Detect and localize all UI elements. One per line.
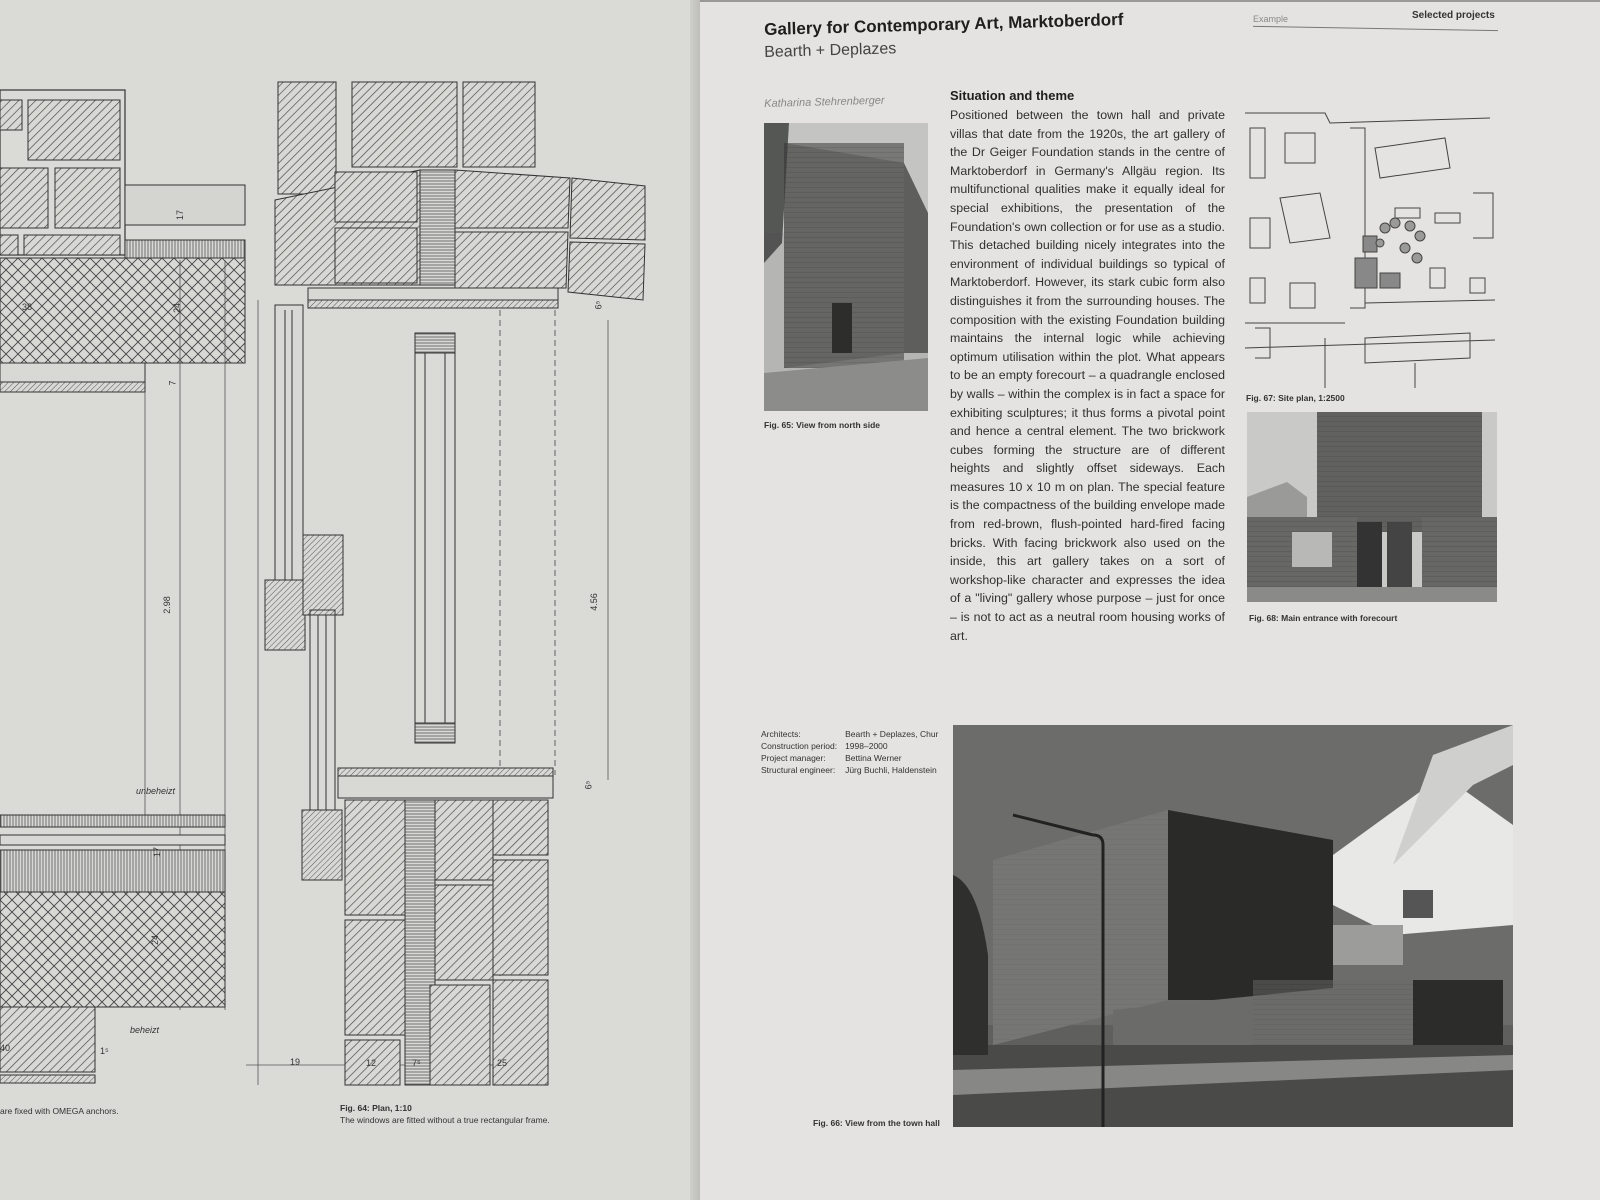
dim-17-bottom: 17 bbox=[152, 846, 163, 858]
dim-298: 2.98 bbox=[161, 596, 172, 614]
header-selected-projects: Selected projects bbox=[1412, 10, 1495, 21]
dim-6-top: 6⁵ bbox=[593, 300, 604, 310]
dim-25: 25 bbox=[497, 1058, 508, 1068]
dim-12: 12 bbox=[366, 1058, 377, 1068]
fig68-photo bbox=[1247, 412, 1497, 602]
fig65-caption: Fig. 65: View from north side bbox=[764, 420, 881, 430]
credit-label-engineer: Structural engineer: bbox=[761, 765, 836, 775]
article-title: Gallery for Contemporary Art, Marktoberdorf bbox=[764, 9, 1124, 39]
credit-value-engineer: Jürg Buchli, Haldenstein bbox=[845, 765, 937, 775]
dim-24-top: 24 bbox=[172, 302, 183, 314]
label-beheizt: beheizt bbox=[130, 1025, 160, 1035]
dim-24-bottom: 24 bbox=[150, 934, 161, 946]
dim-17-top: 17 bbox=[175, 209, 186, 221]
credit-value-architects: Bearth + Deplazes, Chur bbox=[845, 729, 939, 739]
credit-value-construction: 1998–2000 bbox=[845, 741, 888, 751]
credit-value-manager: Bettina Werner bbox=[845, 753, 902, 763]
article-architects-line: Bearth + Deplazes bbox=[764, 40, 897, 61]
credit-label-construction: Construction period: bbox=[761, 741, 838, 751]
header-example: Example bbox=[1253, 14, 1289, 24]
left-caption-fragment: are fixed with OMEGA anchors. bbox=[0, 1106, 119, 1116]
site-plan-drawing bbox=[1245, 108, 1495, 388]
fig68-caption: Fig. 68: Main entrance with forecourt bbox=[1249, 613, 1398, 623]
article-body: Positioned between the town hall and private villas that date from the 1920s, the art gallery of the Dr Geiger Foundation stands in the centre of Marktoberdorf in Germany's Allgäu region. Its multifunctional qualities make it equally ideal for special exhibitions, the presentation of the Foundation's own collection or for use as a studio. This detached building nicely integrates into the environment of individual buildings so typical of Marktoberdorf. However, its stark cubic form also distinguishes it from the surrounding houses. The composition with the existing Foundation building maintains the internal logic while achieving optimum utilisation within the plot. What appears to be an empty forecourt – a quadrangle enclosed by walls – within the complex is in fact a space for exhibiting sculptures; it thus forms a pivotal point and hence a central element. The two brickwork cubes forming the structure are of different heights and slightly offset sideways. Each measures 10 x 10 m on plan. The special feature is the compactness of the building envelope made from red-brown, flush-pointed hard-fired facing bricks. With facing brickwork also used on the inside, this art gallery takes on a sort of workshop-like character and expresses the idea of a "living" gallery whose purpose – just for once – is not to act as a neutral room housing works of art. bbox=[950, 108, 1225, 643]
label-unbeheizt: unbeheizt bbox=[136, 786, 176, 796]
section-heading: Situation and theme bbox=[950, 88, 1075, 103]
fig65-photo bbox=[764, 123, 928, 411]
dim-19: 19 bbox=[290, 1057, 301, 1067]
dim-15: 1⁵ bbox=[100, 1046, 109, 1056]
project-credits bbox=[761, 728, 946, 776]
fig64-title: Fig. 64: Plan, 1:10 bbox=[340, 1103, 412, 1113]
fig66-photo bbox=[953, 725, 1513, 1127]
dim-456: 4.56 bbox=[588, 593, 599, 611]
credit-label-manager: Project manager: bbox=[761, 753, 826, 763]
dim-6-bottom: 6⁵ bbox=[583, 780, 594, 790]
right-page bbox=[700, 0, 1600, 1200]
credit-label-architects: Architects: bbox=[761, 729, 801, 739]
fig66-caption: Fig. 66: View from the town hall bbox=[813, 1118, 940, 1128]
fig67-caption: Fig. 67: Site plan, 1:2500 bbox=[1246, 393, 1345, 403]
left-page bbox=[0, 0, 700, 1200]
dim-38: 38 bbox=[22, 302, 33, 312]
dim-75: 7⁵ bbox=[412, 1058, 421, 1068]
author-name: Katharina Stehrenberger bbox=[764, 94, 885, 110]
dim-40: 40 bbox=[0, 1043, 11, 1053]
dim-7: 7 bbox=[167, 380, 178, 386]
fig67-site-plan bbox=[1245, 108, 1495, 388]
fig64-caption: The windows are fitted without a true rectangular frame. bbox=[340, 1115, 550, 1125]
